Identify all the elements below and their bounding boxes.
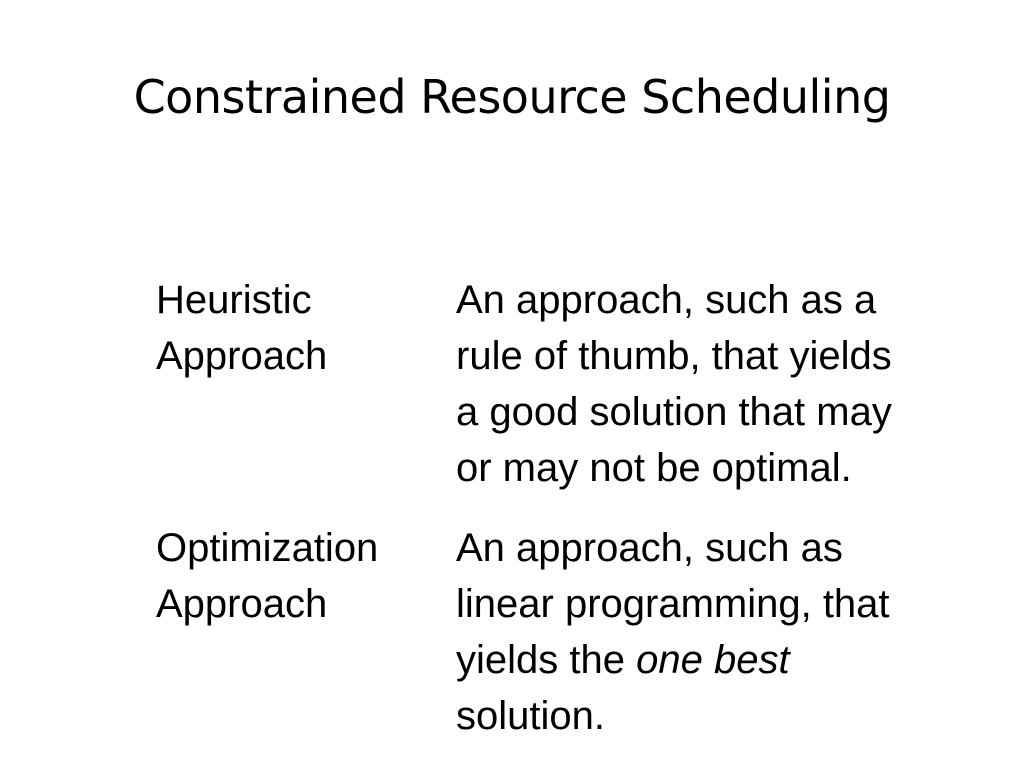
definition-table (156, 272, 976, 768)
description-optimization-approach (456, 520, 976, 744)
description-line: linear programming, that (456, 582, 890, 626)
description-text: yields the (456, 638, 637, 682)
term-line: Heuristic (156, 278, 312, 322)
slide-title: Constrained Resource Scheduling (133, 70, 891, 124)
description-line: a good solution that may (456, 390, 892, 434)
description-line: or may not be optimal. (456, 446, 852, 490)
description-line-with-emphasis (456, 632, 976, 688)
definition-row-heuristic (156, 272, 976, 496)
description-line: An approach, such as a (456, 278, 877, 322)
description-heuristic-approach (456, 272, 976, 496)
description-line: An approach, such as (456, 526, 843, 570)
term-line: Approach (156, 582, 328, 626)
term-line: Approach (156, 334, 328, 378)
emphasis-text: one best (636, 638, 790, 682)
term-line: Optimization (156, 526, 379, 570)
term-optimization-approach (156, 520, 456, 744)
definition-row-optimization (156, 520, 976, 744)
description-line: rule of thumb, that yields (456, 334, 892, 378)
description-line: solution. (456, 694, 605, 738)
term-heuristic-approach (156, 272, 456, 496)
